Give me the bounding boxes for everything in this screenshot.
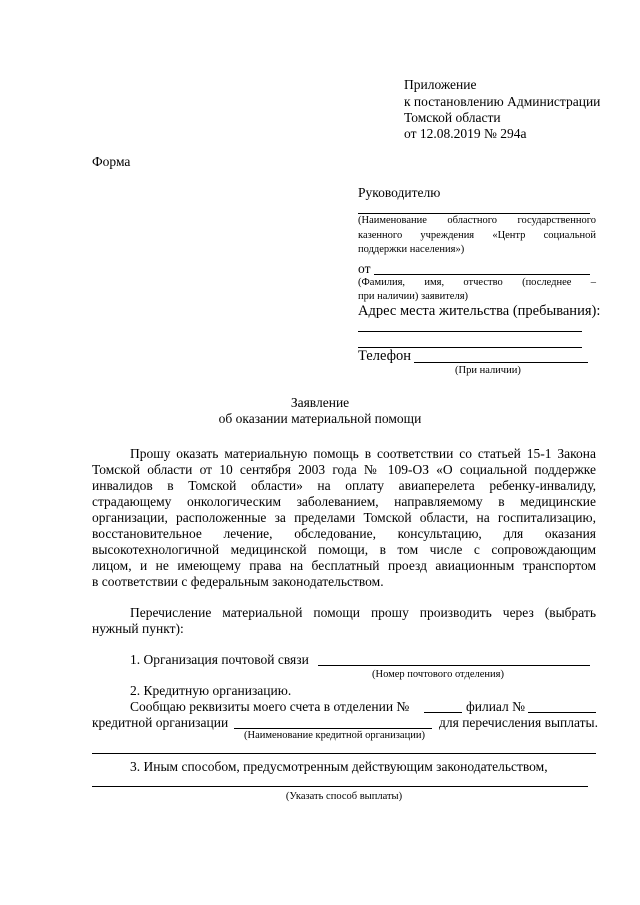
header-line-4: от 12.08.2019 № 294а <box>404 126 527 141</box>
option-2-label: 2. Кредитную организацию. <box>130 683 292 698</box>
document-title: Заявление <box>290 395 350 410</box>
other-method-line[interactable] <box>92 786 588 787</box>
account-text-1b: филиал № <box>466 699 526 714</box>
header-line-2: к постановлению Администрации <box>404 94 601 109</box>
applicant-name-line[interactable] <box>374 274 590 275</box>
option-1-label: 1. Организация почтовой связи <box>130 652 309 667</box>
credit-org-hint: (Наименование кредитной организации) <box>244 730 425 741</box>
addressee-to: Руководителю <box>358 185 441 200</box>
other-method-hint: (Указать способ выплаты) <box>285 791 403 802</box>
address-label: Адрес места жительства (пребывания): <box>358 303 601 319</box>
p1-line-7: высокотехнологичной медицинской помощи, в том числе с сопровождающим <box>92 542 596 557</box>
p2-line-1: Перечисление материальной помощи прошу производить через (выбрать <box>130 605 596 620</box>
p2-line-2: нужный пункт): <box>92 621 184 636</box>
p1-line-6: восстановительное лечение, обследование, консультацию, для оказания <box>92 526 596 541</box>
p1-line-3: инвалидов в Томской области» на оплату авиаперелета ребенку-инвалиду, <box>92 478 596 493</box>
phone-line[interactable] <box>414 362 588 363</box>
p1-line-1: Прошу оказать материальную помощь в соответствии со статьей 15-1 Закона <box>130 446 596 461</box>
name-hint-1: (Фамилия, имя, отчество (последнее – <box>358 277 596 288</box>
header-line-1: Приложение <box>404 77 477 92</box>
post-office-line[interactable] <box>318 665 590 666</box>
address-line-1[interactable] <box>358 331 582 332</box>
p1-line-5: организации, расположенные за пределами Томской области, на госпитализацию, <box>92 510 596 525</box>
org-hint-1: (Наименование областного государственного <box>358 215 596 226</box>
credit-org-line[interactable] <box>234 728 432 729</box>
account-text-2a: кредитной организации <box>92 715 229 730</box>
p1-line-4: страдающему онкологическим заболеванием, направляемому в медицинские <box>92 494 596 509</box>
p1-line-2: Томской области от 10 сентября 2003 года № 109-ОЗ «О социальной поддержке <box>92 462 596 477</box>
option-3-label: 3. Иным способом, предусмотренным действующим законодательством, <box>130 759 548 774</box>
branch-number-line[interactable] <box>424 712 462 713</box>
phone-label: Телефон <box>358 348 411 364</box>
phone-hint: (При наличии) <box>455 365 521 376</box>
from-label: от <box>358 261 371 276</box>
header-line-3: Томской области <box>404 110 501 125</box>
credit-details-line[interactable] <box>92 753 596 754</box>
filial-number-line[interactable] <box>528 712 596 713</box>
p1-line-9: в соответствии с федеральным законодательством. <box>92 574 384 589</box>
form-label: Форма <box>92 154 131 169</box>
post-office-hint: (Номер почтового отделения) <box>372 669 504 680</box>
p1-line-8: лицом, и не имеющему права на бесплатный проезд авиационным транспортом <box>92 558 596 573</box>
org-hint-3: поддержки населения») <box>358 244 465 255</box>
account-text-1a: Сообщаю реквизиты моего счета в отделении № <box>130 699 410 714</box>
document-subtitle: об оказании материальной помощи <box>218 411 422 426</box>
account-text-2b: для перечисления выплаты. <box>439 715 598 730</box>
org-hint-2: казенного учреждения «Центр социальной <box>358 230 596 241</box>
org-name-line[interactable] <box>358 213 590 214</box>
name-hint-2: при наличии) заявителя) <box>358 291 469 302</box>
